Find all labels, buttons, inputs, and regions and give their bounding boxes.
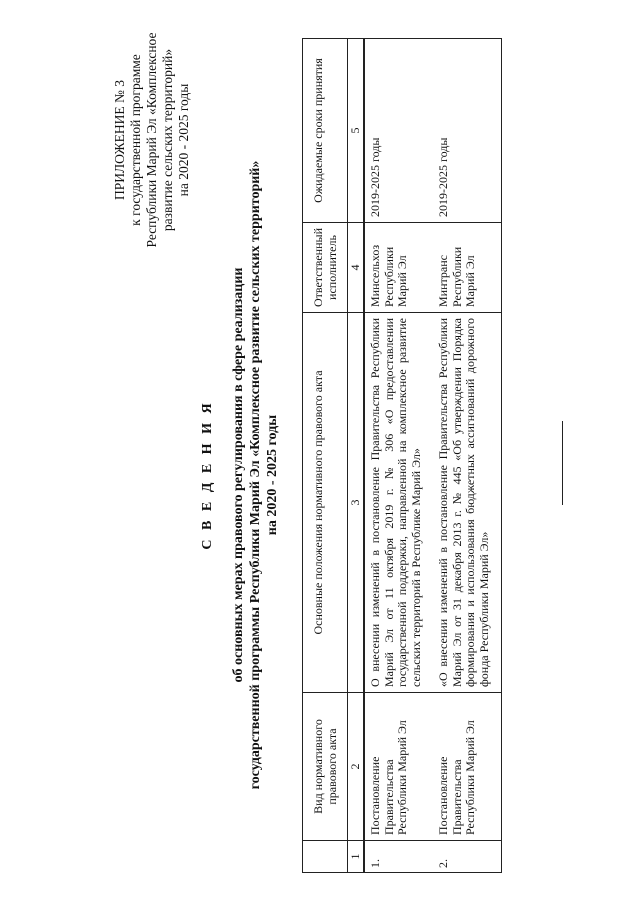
appendix-line: развитие сельских территорий» bbox=[160, 48, 175, 232]
appendix-line: к государственной программе bbox=[128, 54, 143, 226]
header-content: Основные положения нормативного правового акта bbox=[303, 313, 348, 693]
row-act-type: Постановление Правительства Республики Марий Эл bbox=[364, 693, 433, 841]
row-content: «О внесении изменений в постановление Правительства Республики Марий Эл от 31 декабря 2013 г. № 445 «Об утверждении Порядка формирования и использования бюджетных ассигнований дорожного фонда Республики Марий Эл» bbox=[433, 313, 502, 693]
header-term: Ожидаемые сроки принятия bbox=[303, 39, 348, 223]
column-number: 3 bbox=[348, 313, 365, 693]
appendix-block bbox=[112, 15, 192, 265]
column-number: 4 bbox=[348, 223, 365, 313]
row-term: 2019-2025 годы bbox=[364, 39, 433, 223]
row-content: О внесении изменений в постановление Правительства Республики Марий Эл от 11 октября 2019 г. № 306 «О предоставлении государственной поддержки, направленной на комплексное развитие сельских территорий в Республике Марий Эл» bbox=[364, 313, 433, 693]
appendix-line: на 2020 - 2025 годы bbox=[176, 83, 191, 197]
row-executor: Минсельхоз Республики Марий Эл bbox=[364, 223, 433, 313]
row-number: 1. bbox=[364, 841, 433, 873]
table-row bbox=[433, 39, 502, 873]
column-number-row bbox=[348, 39, 365, 873]
column-number: 2 bbox=[348, 693, 365, 841]
measures-table bbox=[302, 38, 502, 873]
row-act-type: Постановление Правительства Республики Марий Эл bbox=[433, 693, 502, 841]
appendix-line: ПРИЛОЖЕНИЕ № 3 bbox=[112, 79, 127, 201]
title-line: государственной программы Республики Марий Эл «Комплексное развитие сельских территорий» bbox=[248, 160, 263, 790]
divider-line bbox=[562, 421, 563, 505]
row-executor: Минтранс Республики Марий Эл bbox=[433, 223, 502, 313]
header-num bbox=[303, 841, 348, 873]
row-number: 2. bbox=[433, 841, 502, 873]
document-title bbox=[200, 115, 281, 835]
row-term: 2019-2025 годы bbox=[433, 39, 502, 223]
appendix-line: Республики Марий Эл «Комплексное bbox=[144, 32, 159, 248]
header-row bbox=[303, 39, 348, 873]
table-row bbox=[364, 39, 433, 873]
title-line: на 2020 - 2025 годы bbox=[265, 414, 280, 536]
title-line: об основных мерах правового регулирования в сфере реализации bbox=[231, 267, 246, 683]
header-act-type: Вид нормативного правового акта bbox=[303, 693, 348, 841]
title-heading: С В Е Д Е Н И Я bbox=[200, 400, 215, 550]
column-number: 1 bbox=[348, 841, 365, 873]
column-number: 5 bbox=[348, 39, 365, 223]
header-executor: Ответственный исполнитель bbox=[303, 223, 348, 313]
